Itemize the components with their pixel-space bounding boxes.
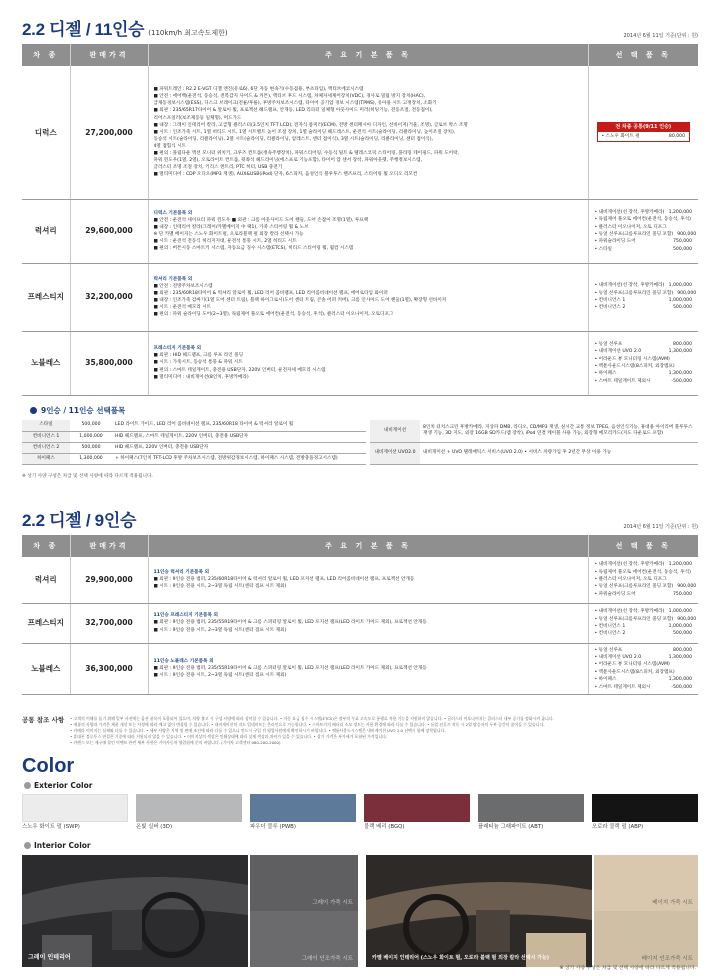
footnote: ※ 상기 사양 구성은 차급 및 선택 사양에 따라 다르게 적용됩니다.: [22, 474, 153, 479]
option-name: • 파워슬라이딩 도어: [594, 239, 636, 245]
option-name: • 컨비니언스 1: [594, 624, 626, 629]
option-price: 800,000: [673, 341, 692, 347]
package-price: 1,000,000: [70, 431, 112, 442]
feature-line: ■ 외관 : HID 헤드램프, 크롬 루프 라인 몰딩: [153, 353, 244, 359]
color-title: Color: [22, 755, 75, 777]
option-item: [594, 231, 697, 238]
texture-beige-leather: [594, 855, 698, 911]
column-header: 선 택 품 목: [588, 535, 698, 557]
feature-line: ■ 편의 : 스마트 테일게이트, 충전용 USB단자, 220V 인버터, 운전자세 메모리 시스템: [153, 367, 326, 373]
interior-photo-gray: [22, 855, 248, 967]
package-name: 내비게이션: [370, 420, 420, 442]
feature-line: 럭셔리 기본품목 외: [153, 276, 193, 282]
option-item: [595, 576, 693, 583]
feature-line: 급제동경보시스템(ESS), 디스크 브레이크(전륜/후륜), 후방주차보조시스템, 타이어 공기압 경보 시스템(TPMS), 유아용 시트 고정장치, 소화기: [153, 101, 437, 107]
trim-price: 36,300,000: [70, 643, 148, 694]
package-desc: 8인치 터치스크린 후방카메라, 지상파 DMB, 라디오, CD/MP3 재생, 실시간 교통 정보 TPEG, 음성인식기능, 휴대용 아이리버 블루투스 재생 기능, 3D 지도, 외장 16GB SD카드(맵 장착), iPod 연결 케이블 사용 가능, 외장형 메모리카드(지도 다운로드 포함): [420, 420, 698, 442]
column-header: 주 요 기 본 품 목: [148, 44, 588, 66]
option-name: • 스타일: [594, 246, 612, 252]
feature-line: ※ 단 카멜 베이지는 스노우 화이트펄, 오로라블랙 펄 외장 칼라 선택시 가능: [153, 232, 304, 237]
feature-line: ■ 내장 : 인테리어 칼라(그레이/카멜베이지 中 택1), 가죽 스티어링 휠 & 노브: [153, 224, 309, 230]
option-price: 900,000: [677, 232, 697, 237]
section11-title: [22, 19, 228, 40]
option-package-row: [370, 442, 698, 464]
feature-list: [148, 331, 588, 395]
option-price: 1,200,000: [668, 562, 692, 568]
option-name: • 스마트 테일게이트 제외시: [594, 684, 651, 690]
feature-line: ■ 외관 : 235/65R17타이어 & 알로이 휠, 프로젝션 헤드램프, 안개등, LED 리피터 일체형 아웃사이드 미러(히팅기능, 전동조절, 전동접이),: [153, 108, 433, 114]
option-name: • 클러스터 이오나이저, 오토 디포그: [594, 577, 667, 583]
interior-label-beige: 카멜 베이지 인테리어 (스노우 화이트 펄, 오로라 블랙 펄 외장 칼라 선택시 가능): [372, 954, 550, 961]
feature-line: ■ 안전 : 전방주차보조시스템: [153, 283, 213, 289]
option-item: [595, 676, 693, 683]
option-item: [598, 132, 690, 141]
option-list: [588, 603, 698, 643]
option-name: • 컨비니언스 2: [594, 631, 626, 637]
texture-beige-synthetic: [594, 911, 698, 967]
common-notes-text: [70, 716, 698, 746]
option-name: • 내비게이션 UVO 2.0: [594, 349, 642, 355]
option-price: 1,000,000: [668, 283, 692, 289]
exterior-swatch: [478, 794, 584, 822]
spec-table-11: [22, 44, 698, 396]
trim-row: [22, 603, 698, 643]
feature-list: [148, 643, 588, 694]
option-price: 1,000,000: [668, 624, 692, 629]
exterior-swatch-label: 블랙 베리 (BGQ): [364, 824, 405, 830]
option-price: 500,000: [673, 631, 692, 637]
feature-line: ■ 시트 : 운전석 전동식 허리지지대, 운전석 통풍 시트, 2열 히티드 시트: [153, 239, 297, 245]
option-item: [595, 238, 693, 245]
trim-price: 32,700,000: [70, 603, 148, 643]
option-list: [588, 199, 698, 263]
options-title-text: 9인승 / 11인승 선택품목: [41, 406, 126, 415]
option-price: 800,000: [673, 647, 692, 653]
option-price: 750,000: [673, 591, 692, 597]
option-name: • 어라운드 뷰 모니터링 시스템(AVM): [594, 356, 670, 362]
trim-name: 프레스티지: [22, 603, 70, 643]
trim-name: 디럭스: [22, 66, 70, 199]
exterior-swatch: [592, 794, 698, 822]
option-price: -500,000: [671, 378, 692, 384]
column-header: 판매가격: [70, 535, 148, 557]
trim-price: 32,200,000: [70, 263, 148, 331]
feature-line: ■ 파워트레인 : R2.2 E-VGT 디젤 엔진(유로6), 6단 자동 변속기(수동겸용, 부츠타입), 액티브에코시스템: [153, 87, 364, 93]
option-item: [595, 684, 693, 691]
option-price: 500,000: [673, 305, 692, 311]
option-package-row: [22, 453, 366, 464]
package-desc: + 하이패스(7인치 TFT-LCD 후방 주차보조시스템, 전방위감경보시스템, 하이패스 시스템, 전방충돌경고시스템): [112, 453, 366, 464]
option-item: [595, 669, 693, 676]
feature-line: ■ 시트 : 9인승 전용 시트, 2~3열 독립 시트(센터 점프 시트 제외): [153, 673, 287, 679]
package-price: 500,000: [70, 442, 112, 453]
exterior-swatch: [22, 794, 128, 822]
option-item: [594, 290, 697, 297]
trim-name: 노블레스: [22, 643, 70, 694]
option-item: [594, 583, 697, 590]
option-item: [595, 654, 693, 661]
interior-photo-beige: [366, 855, 592, 967]
option-package-row: [22, 442, 366, 453]
common-note-line: • 카메라 이미지는 실제와 다를 수 있습니다. • 세부 사양은 지역 및 판매 조건에 따라 다를 수 있으니 반드시 구입 전 영업사원에게 확인하시기 바랍니다. • 액튠사운드시스템은 내비게이션 UVO 2.0 선택시 함께 장착됩니다.: [70, 728, 446, 733]
package-price: 500,000: [70, 420, 112, 431]
option-name: • 독립제어 풀오토 에어컨(운전석, 동승석, 후석): [594, 569, 691, 575]
feature-line: ■ 시트 : 가죽시트, 동승석 통풍 & 파워 시트: [153, 360, 243, 366]
options-title: [30, 406, 125, 415]
option-item: [594, 616, 697, 623]
option-list: [588, 557, 698, 603]
option-name: • 듀얼 선루프: [594, 341, 623, 347]
package-name: 컨비니언스 2: [22, 442, 70, 453]
option-list: [588, 643, 698, 694]
feature-line: ■ 외관 : 9인승 전용 범퍼, 235/60R18타이어 & 럭셔리 알로이 휠, LED 포지션 램프, LED 리어콤비네이션 램프, 프로젝션 안개등: [153, 577, 415, 583]
option-item: [595, 216, 693, 223]
bullet-icon: [30, 407, 37, 414]
trim-name: 럭셔리: [22, 199, 70, 263]
column-header: 주 요 기 본 품 목: [148, 535, 588, 557]
option-name: • 액튠사운드시스템(8스피커, 외장앰프): [594, 364, 675, 369]
option-price: 1,300,000: [668, 349, 692, 355]
feature-line: ■ 편의 : 파워 슬라이딩 도어(2~3열), 독립제어 풀오토 에어컨(운전석, 동승석, 후석), 클러스터 이오나이저, 오토디포그: [153, 312, 394, 318]
option-name: • 독립제어 풀오토 에어컨(운전석, 동승석, 후석): [594, 217, 691, 223]
feature-line: ■ 내장 : 인조가죽 감싸기(1열 도어 센터 트림), 블랙 하이그로시(도어 센터 트림, 콘솔 어퍼 커버), 크롬 인사이드 도어 핸들(1열), 확장형 선바이저: [153, 298, 447, 303]
trim-row: [22, 557, 698, 603]
exterior-swatch-label: 스노우 화이트 펄 (SWP): [22, 824, 80, 830]
option-item: [595, 282, 693, 289]
option-name: • 듀얼 선루프(크롬루프라인 몰딩 포함): [594, 616, 674, 622]
trim-row: [22, 263, 698, 331]
option-price: 900,000: [677, 616, 697, 622]
feature-line: 11인승 럭셔리 기본품목 외: [153, 570, 210, 576]
texture-label: 베이지 인조가죽 시트: [641, 956, 693, 963]
texture-label: 그레이 인조가죽 시트: [301, 956, 353, 963]
feature-list: [148, 603, 588, 643]
option-item: [595, 630, 693, 637]
feature-list: [148, 66, 588, 199]
common-notes: [22, 716, 698, 746]
option-price: 1,000,000: [668, 609, 692, 615]
option-name: • 컨비니언스 2: [594, 305, 626, 311]
section11-subtitle: (110km/h 최고속도제한): [148, 29, 228, 37]
option-name: • 내비게이션(선 장착, 후방카메라): [594, 209, 665, 215]
interior-label-gray: 그레이 인테리어: [28, 953, 71, 961]
column-header: 차 종: [22, 44, 70, 66]
feature-line: 파워 윈도우(1열, 2열), 오토라이트 컨트롤, 뒷좌석 헤드라이닝(에스프로 기능포함), 타이어 압 센서 장착, 파워아웃렛, 주행정보시스템,: [153, 158, 423, 164]
texture-gray-leather: [250, 855, 358, 911]
trim-price: 29,600,000: [70, 199, 148, 263]
option-item: [595, 608, 693, 615]
option-item: [595, 209, 693, 216]
exterior-swatch: [250, 794, 356, 822]
feature-list: [148, 263, 588, 331]
option-item: [595, 304, 693, 311]
option-item: [595, 246, 693, 253]
package-desc: 내비게이션 + UVO 텔레매틱스 서비스(UVO 2.0) • 서비스 차량가입 후 2년간 무상 이용 가능: [420, 442, 698, 464]
option-item: [595, 569, 693, 576]
option-name: • 액튠사운드시스템(8스피커, 외장앰프): [594, 669, 675, 675]
option-item: [595, 661, 693, 668]
option-item: [595, 224, 693, 231]
feature-line: ■ 편의 : 버튼시동 스마트키 시스템, 자동요금 징수 시스템(ETCS), 히티드 스티어링 휠, 월컴 시스템: [153, 246, 354, 252]
exterior-swatch: [364, 794, 470, 822]
common-option-title: 전 차종 공통(9/11 인승): [598, 123, 690, 131]
option-item: [595, 356, 693, 363]
option-package-row: [22, 420, 366, 431]
dashboard-illustration: [366, 855, 592, 967]
feature-line: 11인승 노블레스 기본품목 외: [153, 659, 214, 665]
option-list: [588, 263, 698, 331]
trim-price: 35,800,000: [70, 331, 148, 395]
exterior-color-title-text: Exterior Color: [34, 781, 93, 790]
option-item: [595, 591, 693, 598]
feature-line: 4열 접힘식 시트: [153, 143, 186, 149]
option-price: 900,000: [677, 584, 697, 590]
interior-color-title-text: Interior Color: [34, 841, 91, 850]
package-name: 컨비니언스 1: [22, 431, 70, 442]
column-header: 선 택 품 목: [588, 44, 698, 66]
option-price: 1,300,000: [668, 654, 692, 660]
trim-price: 29,900,000: [70, 557, 148, 603]
option-package-row: [370, 420, 698, 442]
trim-row: [22, 66, 698, 199]
common-notes-title: 공통 참조 사항: [22, 716, 65, 724]
feature-line: ■ 멀티미디어 : 내비게이션(8인치, 후방카메라): [153, 374, 249, 380]
exterior-swatch-label: 플래티늄 그래파이트 (ABT): [478, 824, 544, 830]
option-price: 1,200,000: [668, 209, 692, 215]
option-item: [595, 647, 693, 654]
option-item: [595, 561, 693, 568]
feature-line: 디럭스 기본품목 외: [153, 210, 193, 216]
feature-line: ■ 안전 : 에어백(운전석, 동승석, 전복감지 사이드 & 커튼), 액티브 후드 시스템, 차체자세제어장치(VDC), 경사로 밀림 방지 장치(HAC),: [153, 94, 426, 100]
texture-label: 베이지 가죽 시트: [652, 900, 693, 907]
option-name: • 내비게이션(선 장착, 후방카메라): [594, 283, 665, 289]
option-name: • 내비게이션(선 장착, 후방카메라): [594, 562, 665, 568]
column-header: 차 종: [22, 535, 70, 557]
trim-name: 노블레스: [22, 331, 70, 395]
option-item: [595, 378, 693, 385]
interior-color-title: [24, 841, 91, 850]
option-name: • 듀얼 선루프(크롬루프라인 몰딩 포함): [594, 290, 674, 296]
column-header: 판매가격: [70, 44, 148, 66]
option-name: • 클러스터 이오나이저, 오토 디포그: [594, 224, 667, 230]
option-price: 900,000: [677, 290, 697, 296]
option-item: [595, 370, 693, 377]
trim-name: 럭셔리: [22, 557, 70, 603]
feature-line: 11인승 프레스티지 기본품목 외: [153, 613, 218, 619]
option-name: • 컨비니언스 1: [594, 298, 626, 303]
trim-row: [22, 643, 698, 694]
trim-row: [22, 199, 698, 263]
option-name: • 내비게이션(선 장착, 후방카메라): [594, 609, 665, 615]
exterior-color-title: [24, 781, 92, 790]
option-price: 1,300,000: [668, 677, 692, 683]
package-desc: HID 헤드램프, 220V 인버터, 충전용 USB단자: [112, 442, 366, 453]
feature-line: 글러스터 조명 조절 장치, 키리스 엔트리, PTC 히터, USB 충전기: [153, 165, 283, 171]
common-note-line: • 제품의 사양과 가격은 제품 개선 또는 사정에 따라 예고 없이 변경될 수 있습니다. • 내비게이션의 지도 업데이트는 온라인으로 가능합니다. • 스마트키의 배터리 소모 정도는 사용 환경에 따라 다를 수 있습니다. • 듀얼 선루프 작동 시 2열 탑승자의 두부 공간이 줄어들 수 있습니다.: [70, 722, 545, 727]
section9-heading: 2.2 디젤 / 9인승: [22, 511, 137, 530]
option-price: 500,000: [673, 246, 692, 252]
option-name: • 듀얼 선루프: [594, 647, 623, 653]
package-name: 스타일: [22, 420, 70, 431]
texture-label: 그레이 가죽 시트: [312, 900, 353, 907]
common-option-box: [597, 122, 691, 142]
option-price: 750,000: [673, 239, 692, 245]
feature-line: ■ 시트 : 인조가죽 시트, 1열 히티드 시트, 1열 시트벨트 높이 조절 장치, 1열 슬라이딩 헤드레스트, 운전석 시트(슬라이딩, 리클라이닝, 높이조절 장치),: [153, 129, 456, 135]
feature-line: ■ 외관 : 9인승 전용 범퍼, 235/55R19타이어 & 크롬 스퍼터링 알로이 휠, LED 포지션 램프(LED 라이트 가이드 제외), 프로젝션 안개등: [153, 620, 427, 626]
common-note-line: • 휴대폰 블루투스 연결은 기종에 따라 지원되지 않을 수 있습니다. • 이미지상의 색상은 인쇄상태에 따라 실제 색상과 차이가 있을 수 있습니다. • 상기 가격은 부가세가 포함된 가격입니다.: [70, 734, 388, 739]
feature-line: ■ 멀티미디어 : CDP 오디오(MP3 재생), AUX&USB(iPod) 단자, 6스피커, 음성인식 블루투스 핸즈프리, 스티어링 휠 오디오 리모컨: [153, 172, 418, 178]
dashboard-illustration: [22, 855, 248, 967]
exterior-swatch-label: 파우더 블루 (PWB): [250, 824, 296, 830]
option-name: • 파워슬라이딩 도어: [594, 591, 636, 597]
section11-heading: 2.2 디젤 / 11인승: [22, 20, 145, 39]
option-name: • 스노우 화이트 펄: [601, 133, 640, 139]
option-price: -500,000: [671, 684, 692, 690]
feature-line: ■ 편의 : 플립다운 액션 모니터 위치키, 크루즈 컨트롤(정속주행장치), 파워스티어링, 수동식 틸트 & 텔레스코픽 스티어링, 플라밍 테이핑드, 파워 도어락,: [153, 150, 459, 156]
package-name: 내비게이션 UVO2.0: [370, 442, 420, 464]
option-item: [595, 623, 693, 630]
trim-name: 프레스티지: [22, 263, 70, 331]
feature-line: ■ 시트 : 운전석 메모리 시트: [153, 305, 212, 311]
exterior-swatch-label: 오로라 블랙 펄 (ABP): [592, 824, 644, 830]
option-price: 1,300,000: [668, 371, 692, 377]
option-name: • 하이패스: [594, 677, 617, 683]
option-name: • 하이패스: [594, 371, 617, 377]
option-name: • 스마트 테일게이트 제외시: [594, 378, 651, 384]
feature-list: [148, 557, 588, 603]
bullet-icon: [24, 842, 31, 849]
bullet-icon: [24, 782, 31, 789]
feature-line: 프레스티지 기본품목 외: [153, 346, 202, 352]
section9-title: [22, 510, 136, 531]
exterior-swatch: [136, 794, 242, 822]
option-price: 1,000,000: [668, 298, 692, 303]
package-price: 1,300,000: [70, 453, 112, 464]
option-item: [595, 341, 693, 348]
feature-line: ■ 내장 : 그레이 인테리어 칼라, 고급형 클러스터(3.5인치 TFT LCD), 전자식 룸미러(ECM), 전방 센터페시아 디자인, 선바이저(거울, 조명), 글로브 박스 조명: [153, 122, 468, 128]
feature-line: 리어스포일러(보조제동등 일체형), 머드가드: [153, 115, 242, 121]
option-list: [588, 66, 698, 199]
common-note-line: • 고객의 이해를 돕기 위해 일부 사진에는 옵션 품목이 포함되어 있으며, 차량 출고 시 구성 사양에 따라 상이할 수 있습니다. • 자동 요금 징수 시스템(ETCS)은 정부의 무료 고속도로 통행료 적용 기능을 지원하지 않습니다. • 글러스터 이오나이저는 클러스터 내부 공기를 정화시켜 줍니다.: [70, 716, 554, 721]
feature-line: ■ 외관 : 235/60R18타이어 & 럭셔리 알로이 휠, LED 리어 콤비램프, LED 리어콤비네이션 램프, 에어로타입 와이퍼: [153, 290, 388, 296]
feature-list: [148, 199, 588, 263]
option-name: • 듀얼 선루프(크롬루프라인 몰딩 포함): [594, 232, 674, 237]
option-price: 80,000: [668, 133, 685, 139]
options-table-left: [22, 420, 366, 465]
color-note: ※ 상기 사양 구성은 차급 및 선택 사양에 따라 다르게 적용됩니다.: [559, 966, 696, 971]
feature-line: ■ 시트 : 9인승 전용 시트, 2~3열 독립 시트(센터 점프 시트 제외): [153, 584, 287, 590]
feature-line: ■ 외관 : 9인승 전용 범퍼, 235/55R19타이어 & 크롬 스퍼터링 알로이 휠, LED 포지션 램프(LED 라이트 가이드 제외), 프로젝션 안개등: [153, 666, 427, 672]
options-table-right: [370, 420, 698, 465]
package-name: 하이패스: [22, 453, 70, 464]
trim-row: [22, 331, 698, 395]
section11-date: 2014년 6월 11일 기준(단위 : 원): [623, 33, 698, 39]
feature-line: ■ 안전 : 운전석 세이프티 파워 윈도우 ■ 외관 : 크롬 아웃사이드 도어 핸들, 도어 손잡이 조명(1열), 루프랙: [153, 217, 369, 223]
option-list: [588, 331, 698, 395]
option-item: [595, 363, 693, 370]
option-item: [595, 297, 693, 304]
exterior-swatch-label: 온빛 실버 (3D): [136, 824, 173, 830]
option-name: • 내비게이션 UVO 2.0: [594, 654, 642, 660]
feature-line: ■ 시트 : 9인승 전용 시트, 2~3열 독립 시트(센터 점프 시트 제외): [153, 627, 287, 633]
common-note-line: • 카렌스 또는 재구매 할인 이벤트 관련 세부 사항은 기아자동차 영업점에 문의 바랍니다. (기아차 고객센터 080-200-2000): [70, 740, 281, 745]
option-name: • 듀얼 선루프(크롬루프라인 몰딩 포함): [594, 584, 674, 590]
trim-price: 27,200,000: [70, 66, 148, 199]
package-desc: HID 헤드램프, 스마트 테일게이트, 220V 인버터, 충전용 USB단자: [112, 431, 366, 442]
option-item: [595, 348, 693, 355]
option-package-row: [22, 431, 366, 442]
feature-line: 동승석 시트(슬라이딩, 리클라이닝), 2열 시트(슬라이딩, 리클라이닝, 암레스트, 센터 접이식), 3열 시트(슬라이딩, 리클라이닝, 센터 접이식),: [153, 136, 433, 142]
spec-table-9: [22, 535, 698, 695]
texture-gray-synthetic: [250, 911, 358, 967]
option-name: • 어라운드 뷰 모니터링 시스템(AVM): [594, 662, 670, 668]
section9-date: 2014년 6월 11일 기준(단위 : 원): [623, 524, 698, 530]
package-desc: LED 라이트 가이드, LED 리어 콤비네이션 램프, 235/60R18 타이어 & 럭셔리 알로이 휠: [112, 420, 366, 431]
